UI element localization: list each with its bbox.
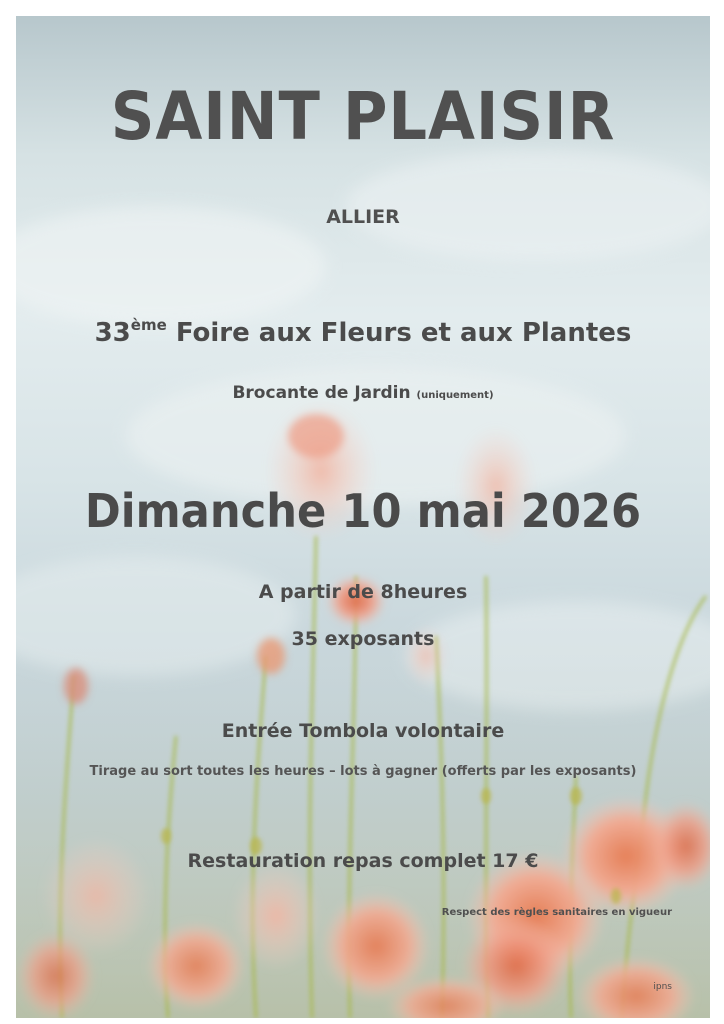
- sanitary-note: Respect des règles sanitaires en vigueur: [441, 907, 672, 918]
- exhibitor-count: 35 exposants: [291, 628, 435, 650]
- catering-info: Restauration repas complet 17 €: [187, 850, 539, 872]
- event-date: Dimanche 10 mai 2026: [84, 484, 642, 538]
- subtitle-main: Brocante de Jardin: [232, 383, 411, 403]
- footer-mention: ipns: [653, 982, 672, 992]
- event-title: [16, 316, 710, 348]
- event-name: Foire aux Fleurs et aux Plantes: [175, 318, 632, 348]
- poster: [16, 16, 710, 1018]
- event-subtitle: [16, 383, 710, 403]
- department-label: ALLIER: [326, 206, 400, 228]
- subtitle-note: (uniquement): [416, 390, 494, 401]
- poster-title: SAINT PLAISIR: [110, 78, 616, 155]
- opening-time: A partir de 8heures: [258, 581, 468, 603]
- entry-info: Entrée Tombola volontaire: [221, 720, 505, 742]
- edition-number: 33: [94, 318, 131, 348]
- draw-info: Tirage au sort toutes les heures – lots à gagner (offerts par les exposants): [89, 764, 637, 779]
- edition-suffix: ème: [130, 316, 167, 334]
